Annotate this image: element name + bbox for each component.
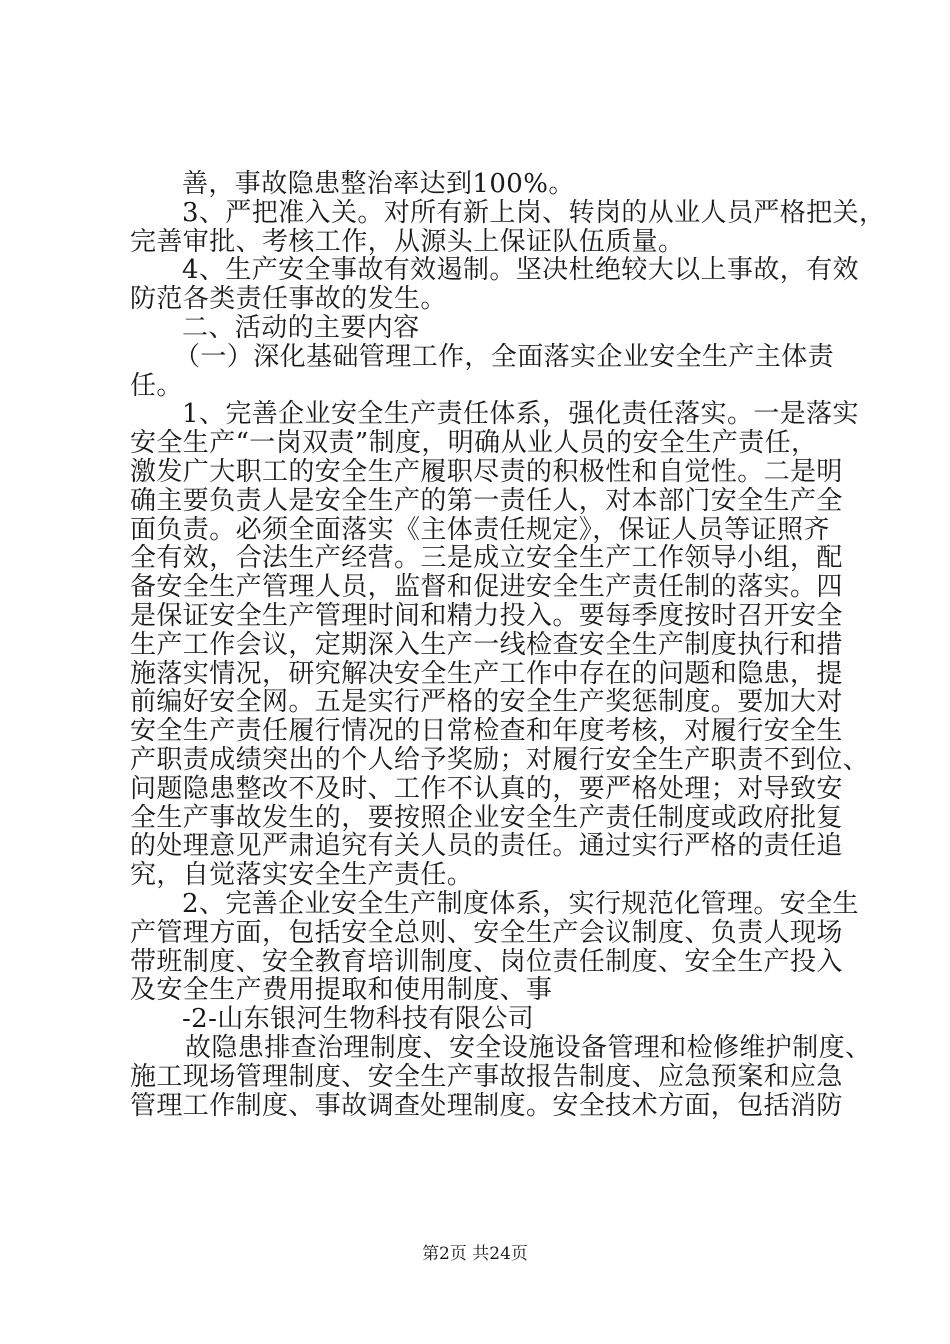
section-heading: 二、活动的主要内容 [182, 312, 420, 343]
text-line: 确主要负责人是安全生产的第一责任人，对本部门安全生产全 [130, 485, 843, 516]
text-line: 完善审批、考核工作，从源头上保证队伍质量。 [130, 226, 685, 257]
page-number-footer: 第2页 共24页 [422, 1244, 528, 1264]
text-line: 善，事故隐患整治率达到100%。 [182, 169, 575, 199]
text-line: 前编好安全网。五是实行严格的安全生产奖惩制度。要加大对 [130, 687, 843, 718]
subsection-heading: （一）深化基础管理工作，全面落实企业安全生产主体责 [174, 341, 835, 372]
text-line: 施工现场管理制度、安全生产事故报告制度、应急预案和应急 [130, 1061, 843, 1092]
text-line: 备安全生产管理人员，监督和促进安全生产责任制的落实。四 [130, 572, 843, 603]
text-line: 3、严把准入关。对所有新上岗、转岗的从业人员严格把关， [182, 197, 886, 228]
text-line: 是保证安全生产管理时间和精力投入。要每季度按时召开安全 [130, 600, 843, 631]
text-line: 及安全生产费用提取和使用制度、事 [130, 975, 553, 1006]
text-line: 管理工作制度、事故调查处理制度。安全技术方面，包括消防 [130, 1090, 843, 1121]
page-marker-company: -2-山东银河生物科技有限公司 [182, 1004, 535, 1035]
text-line: 产管理方面，包括安全总则、安全生产会议制度、负责人现场 [130, 917, 843, 948]
text-line: 面负责。必须全面落实《主体责任规定》，保证人员等证照齐 [130, 514, 830, 545]
text-line: 防范各类责任事故的发生。 [130, 284, 447, 315]
text-line: 故隐患排查治理制度、安全设施设备管理和检修维护制度、 [185, 1032, 872, 1063]
text-line: 究，自觉落实安全生产责任。 [130, 860, 474, 891]
text-line: 带班制度、安全教育培训制度、岗位责任制度、安全生产投入 [130, 946, 843, 977]
text-line: 全生产事故发生的，要按照企业安全生产责任制度或政府批复 [130, 802, 843, 833]
text-line: 安全生产“一岗双责”制度，明确从业人员的安全生产责任， [130, 428, 818, 459]
text-line: 产职责成绩突出的个人给予奖励；对履行安全生产职责不到位、 [130, 744, 870, 775]
document-body [130, 169, 886, 1121]
text-line: 2、完善企业安全生产制度体系，实行规范化管理。安全生 [182, 888, 859, 919]
text-line: 安全生产责任履行情况的日常检查和年度考核，对履行安全生 [130, 716, 843, 747]
text-line: 4、生产安全事故有效遏制。坚决杜绝较大以上事故，有效 [182, 255, 859, 286]
text-line: 生产工作会议，定期深入生产一线检查安全生产制度执行和措 [130, 629, 843, 660]
text-line: 施落实情况，研究解决安全生产工作中存在的问题和隐患，提 [130, 658, 843, 689]
text-line: 激发广大职工的安全生产履职尽责的积极性和自觉性。二是明 [130, 456, 843, 487]
text-line: 1、完善企业安全生产责任体系，强化责任落实。一是落实 [182, 399, 859, 430]
text-line: 的处理意见严肃追究有关人员的责任。通过实行严格的责任追 [130, 831, 843, 862]
text-line: 全有效，合法生产经营。三是成立安全生产工作领导小组，配 [130, 543, 843, 574]
text-line: 问题隐患整改不及时、工作不认真的，要严格处理；对导致安 [130, 773, 843, 804]
text-line: 任。 [130, 370, 183, 401]
